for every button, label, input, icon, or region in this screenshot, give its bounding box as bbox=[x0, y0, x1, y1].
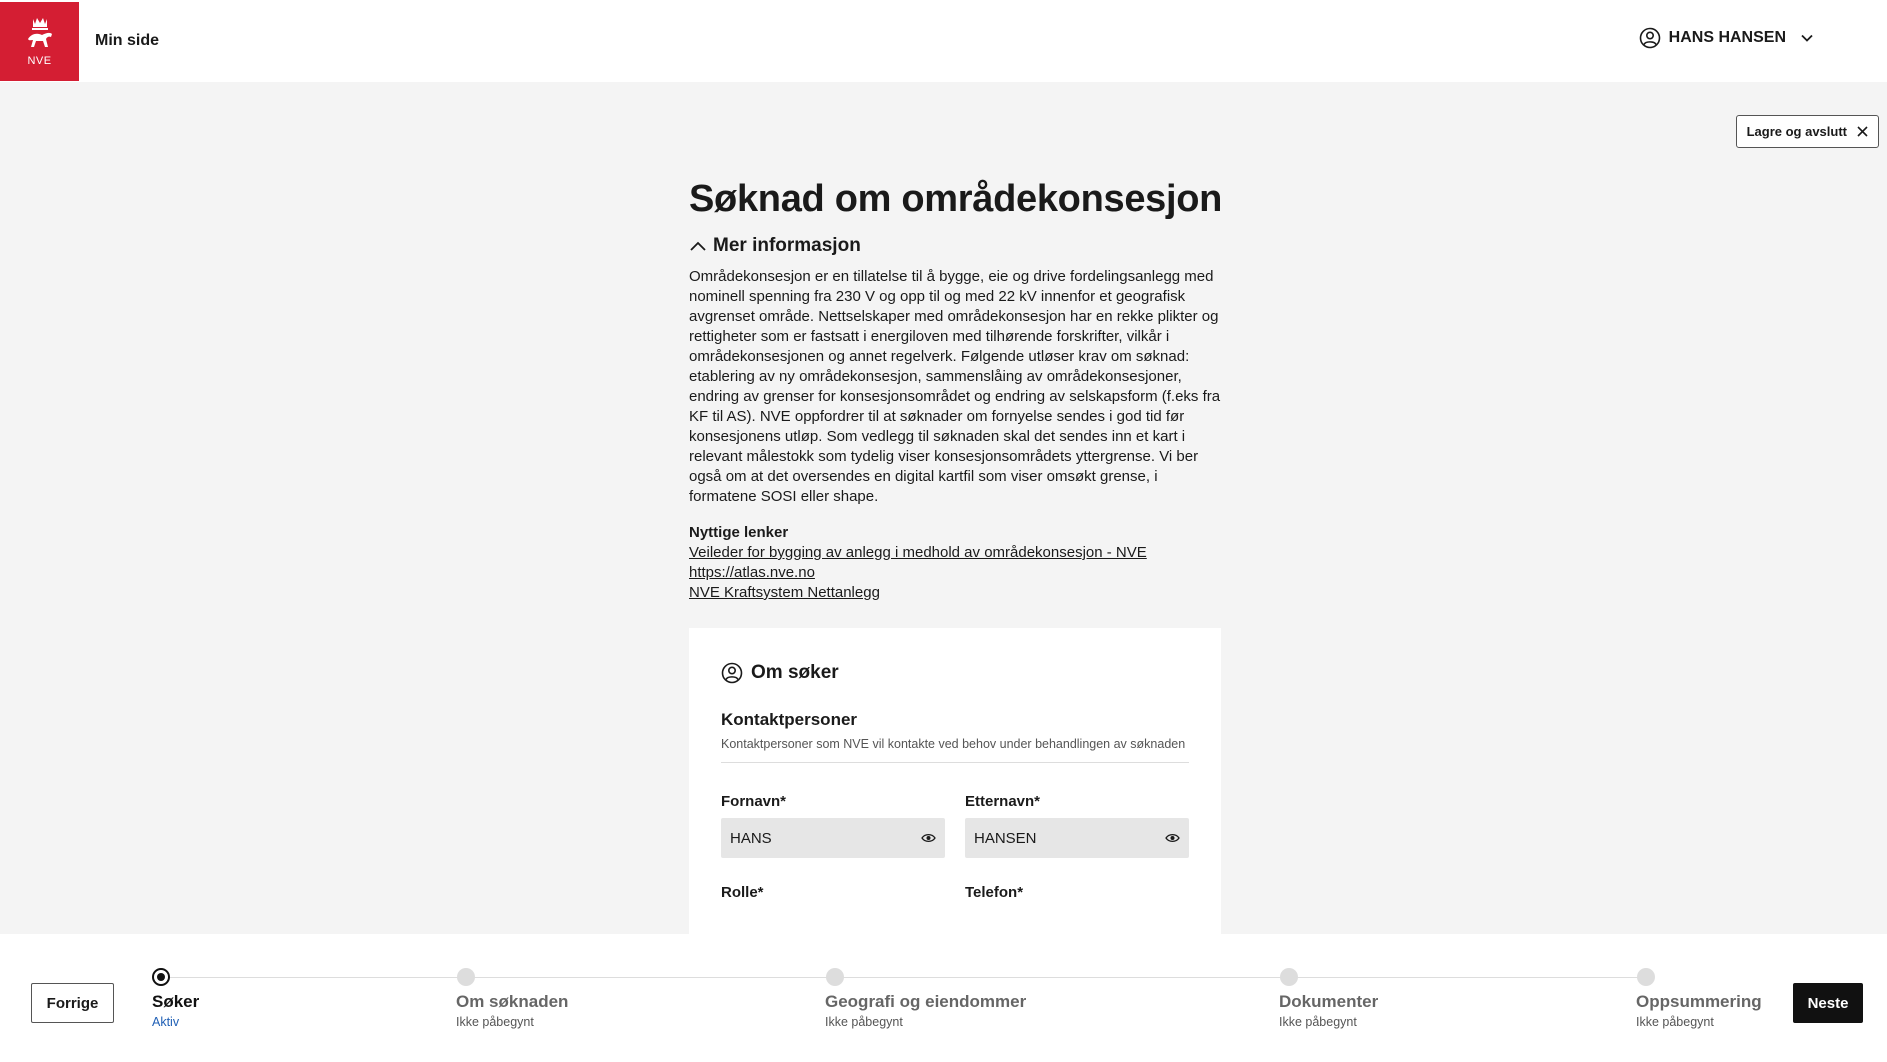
main-content bbox=[689, 178, 1223, 603]
link-kraftsystem[interactable]: NVE Kraftsystem Nettanlegg bbox=[689, 584, 880, 601]
info-text: Områdekonsesjon er en tillatelse til å bygge, eie og drive fordelingsanlegg med nominell spenning fra 230 V og opp til og med 22 kV innenfor et geografisk avgrenset område. Nettselskaper med områdekonsesjon har en rekke plikter og rettigheter som er fastsatt i energiloven med tilhørende forskrifter, vilkår i områdekonsesjonen og annet regelverk. Følgende utløser krav om søknad: etablering av ny områdekonsesjon, sammenslåing av områdekonsesjoner, endring av grenser for konsesjonsområdet og endring av selskapsform (f.eks fra KF til AS). NVE oppfordrer til at søknader om fornyelse sendes i god tid før konsesjonens utløp. Som vedlegg til søknaden skal det sendes inn et kart i relevant målestokk som tydelig viser konsesjonsområdets yttergrense. Vi ber også om at det oversendes en digital kartfil som viser omsøkt grense, i formatene SOSI eller shape. bbox=[689, 268, 1221, 505]
step-geografi[interactable] bbox=[825, 968, 1026, 1029]
last-name-field[interactable] bbox=[965, 818, 1189, 858]
last-name-value: HANSEN bbox=[974, 829, 1037, 847]
page-title: Søknad om områdekonsesjon bbox=[689, 178, 1223, 220]
step-label: Om søknaden bbox=[456, 992, 569, 1011]
last-name-label: Etternavn* bbox=[965, 793, 1041, 810]
first-name-group bbox=[721, 793, 945, 858]
crown-lion-icon bbox=[24, 15, 56, 53]
card-heading bbox=[721, 662, 1189, 684]
step-status: Ikke påbegynt bbox=[1279, 1015, 1357, 1029]
step-status: Ikke påbegynt bbox=[825, 1015, 903, 1029]
eye-icon[interactable] bbox=[921, 833, 936, 843]
phone-label: Telefon* bbox=[965, 884, 1024, 901]
role-label: Rolle* bbox=[721, 884, 764, 901]
close-icon bbox=[1857, 126, 1868, 137]
step-indicator bbox=[457, 968, 475, 986]
user-icon bbox=[1639, 27, 1661, 49]
more-info-label: Mer informasjon bbox=[713, 235, 861, 256]
links-title: Nyttige lenker bbox=[689, 524, 789, 541]
step-indicator bbox=[1280, 968, 1298, 986]
phone-group bbox=[965, 884, 1189, 909]
link-veileder[interactable]: Veileder for bygging av anlegg i medhold av områdekonsesjon - NVE bbox=[689, 544, 1147, 561]
next-button[interactable]: Neste bbox=[1793, 983, 1863, 1023]
user-menu[interactable] bbox=[1639, 27, 1814, 49]
step-indicator-active bbox=[152, 968, 170, 986]
step-status: Ikke påbegynt bbox=[1636, 1015, 1714, 1029]
section-title: Kontaktpersoner bbox=[721, 710, 858, 729]
role-group bbox=[721, 884, 945, 909]
save-exit-label: Lagre og avslutt bbox=[1746, 124, 1847, 139]
more-info-toggle[interactable] bbox=[689, 235, 1223, 257]
contact-fields bbox=[721, 793, 1189, 909]
header-title[interactable]: Min side bbox=[95, 32, 160, 49]
step-oppsummering[interactable] bbox=[1636, 968, 1762, 1029]
section-description: Kontaktpersoner som NVE vil kontakte ved behov under behandlingen av søknaden bbox=[721, 736, 1189, 763]
previous-button[interactable]: Forrige bbox=[31, 983, 114, 1023]
nve-logo[interactable] bbox=[0, 2, 79, 81]
step-indicator bbox=[826, 968, 844, 986]
step-soker[interactable] bbox=[152, 968, 199, 1029]
step-label: Oppsummering bbox=[1636, 992, 1762, 1011]
chevron-up-icon bbox=[689, 239, 707, 253]
step-label: Søker bbox=[152, 992, 200, 1011]
eye-icon[interactable] bbox=[1165, 833, 1180, 843]
step-status: Aktiv bbox=[152, 1015, 180, 1029]
last-name-group bbox=[965, 793, 1189, 858]
link-atlas[interactable]: https://atlas.nve.no bbox=[689, 564, 815, 581]
step-label: Dokumenter bbox=[1279, 992, 1379, 1011]
step-om-soknaden[interactable] bbox=[456, 968, 568, 1029]
user-icon bbox=[721, 662, 743, 684]
step-status: Ikke påbegynt bbox=[456, 1015, 534, 1029]
chevron-down-icon bbox=[1800, 31, 1814, 45]
logo-text: NVE bbox=[27, 55, 52, 67]
first-name-label: Fornavn* bbox=[721, 793, 787, 810]
applicant-card bbox=[689, 628, 1221, 934]
card-heading-label: Om søker bbox=[751, 662, 839, 683]
step-indicator bbox=[1637, 968, 1655, 986]
step-label: Geografi og eiendommer bbox=[825, 992, 1027, 1011]
first-name-value: HANS bbox=[730, 829, 772, 847]
save-exit-button[interactable] bbox=[1736, 115, 1879, 148]
first-name-field[interactable] bbox=[721, 818, 945, 858]
user-name: HANS HANSEN bbox=[1668, 29, 1786, 46]
top-header bbox=[0, 0, 1887, 82]
step-dokumenter[interactable] bbox=[1279, 968, 1378, 1029]
stepper-footer bbox=[0, 934, 1887, 1062]
